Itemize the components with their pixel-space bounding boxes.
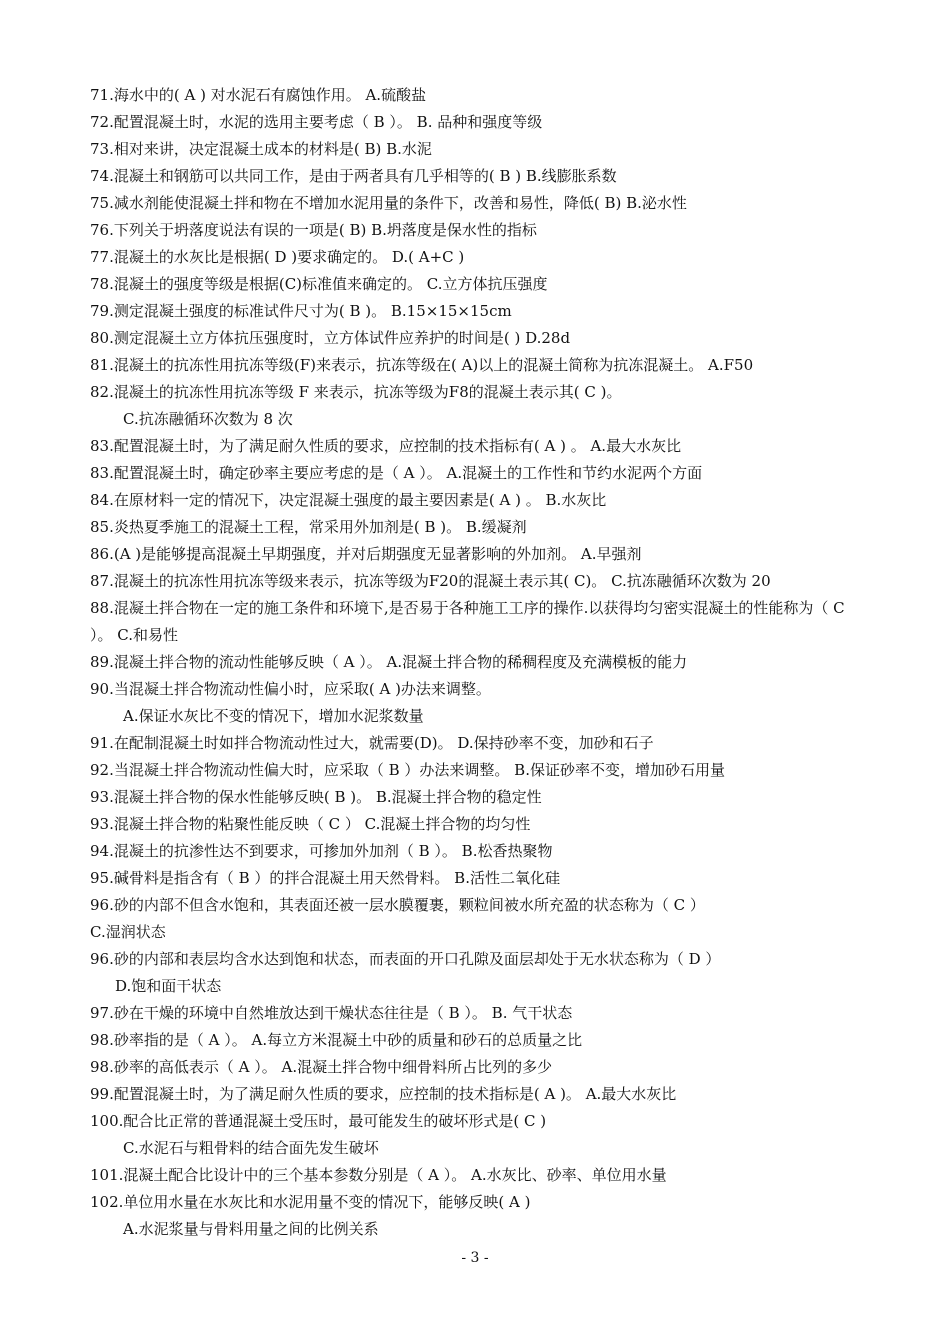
question-line: 71.海水中的( A ) 对水泥石有腐蚀作用。 A.硫酸盐 [90, 86, 427, 104]
question-line: 98.砂率的高低表示（ A ）。 A.混凝土拌合物中细骨料所占比列的多少 [90, 1058, 553, 1076]
question-line: A.水泥浆量与骨料用量之间的比例关系 [123, 1220, 379, 1238]
question-line: 96.砂的内部不但含水饱和，其表面还被一层水膜覆裹，颗粒间被水所充盈的状态称为（ C ） [90, 896, 705, 914]
question-line: A.保证水灰比不变的情况下，增加水泥浆数量 [123, 707, 424, 725]
question-line: 88.混凝土拌合物在一定的施工条件和环境下,是否易于各种施工工序的操作.以获得均匀密实混凝土的性能称为（ C ）。 C.和易性 [90, 599, 845, 644]
question-line: D.饱和面干状态 [115, 977, 222, 995]
question-line: 101.混凝土配合比设计中的三个基本参数分别是（ A ）。 A.水灰比、砂率、单位用水量 [90, 1166, 667, 1184]
question-line: 92.当混凝土拌合物流动性偏大时，应采取（ B ）办法来调整。 B.保证砂率不变，增加砂石用量 [90, 761, 725, 779]
question-line: 98.砂率指的是（ A ）。 A.每立方米混凝土中砂的质量和砂石的总质量之比 [90, 1031, 583, 1049]
question-line: 93.混凝土拌合物的粘聚性能反映（ C ） C.混凝土拌合物的均匀性 [90, 815, 531, 833]
question-line: 84.在原材料一定的情况下，决定混凝土强度的最主要因素是( A ) 。 B.水灰比 [90, 491, 607, 509]
question-line: 78.混凝土的强度等级是根据(C)标准值来确定的。 C.立方体抗压强度 [90, 275, 548, 293]
question-line: 72.配置混凝土时，水泥的选用主要考虑（ B ）。 B. 品种和强度等级 [90, 113, 543, 131]
question-line: C.湿润状态 [90, 923, 166, 941]
question-line: 99.配置混凝土时，为了满足耐久性质的要求，应控制的技术指标是( A )。 A.最大水灰比 [90, 1085, 677, 1103]
question-line: 90.当混凝土拌合物流动性偏小时，应采取( A )办法来调整。 [90, 680, 491, 698]
question-line: 80.测定混凝土立方体抗压强度时，立方体试件应养护的时间是( ) D.28d [90, 329, 571, 347]
question-line: 73.相对来讲，决定混凝土成本的材料是( B) B.水泥 [90, 140, 432, 158]
question-line: 93.混凝土拌合物的保水性能够反映( B )。 B.混凝土拌合物的稳定性 [90, 788, 542, 806]
question-line: 95.碱骨料是指含有（ B ）的拌合混凝土用天然骨料。 B.活性二氧化硅 [90, 869, 560, 887]
question-line: 82.混凝土的抗冻性用抗冻等级 F 来表示，抗冻等级为F8的混凝土表示其( C )。 [90, 383, 622, 401]
question-line: 91.在配制混凝土时如拌合物流动性过大，就需要(D)。 D.保持砂率不变，加砂和石子 [90, 734, 654, 752]
question-line: 83.配置混凝土时，为了满足耐久性质的要求，应控制的技术指标有( A ) 。 A.最大水灰比 [90, 437, 682, 455]
question-line: 77.混凝土的水灰比是根据( D )要求确定的。 D.( A+C ) [90, 248, 465, 266]
question-line: C.抗冻融循环次数为 8 次 [123, 410, 293, 428]
question-line: 86.(A )是能够提高混凝土早期强度，并对后期强度无显著影响的外加剂。 A.早强剂 [90, 545, 642, 563]
question-list [90, 82, 870, 1243]
question-line: 75.减水剂能使混凝土拌和物在不增加水泥用量的条件下，改善和易性，降低( B) B.泌水性 [90, 194, 687, 212]
question-line: 87.混凝土的抗冻性用抗冻等级来表示，抗冻等级为F20的混凝土表示其( C)。 C.抗冻融循环次数为 20 [90, 572, 771, 590]
question-line: 89.混凝土拌合物的流动性能够反映（ A ）。 A.混凝土拌合物的稀稠程度及充满模板的能力 [90, 653, 688, 671]
page-number: - 3 - [461, 1250, 489, 1266]
question-line: 79.测定混凝土强度的标准试件尺寸为( B )。 B.15×15×15cm [90, 302, 512, 320]
question-line: C.水泥石与粗骨料的结合面先发生破坏 [123, 1139, 379, 1157]
question-line: 83.配置混凝土时，确定砂率主要应考虑的是（ A ）。 A.混凝土的工作性和节约水泥两个方面 [90, 464, 703, 482]
question-line: 102.单位用水量在水灰比和水泥用量不变的情况下，能够反映( A ) [90, 1193, 531, 1211]
question-line: 97.砂在干燥的环境中自然堆放达到干燥状态往往是（ B ）。 B. 气干状态 [90, 1004, 573, 1022]
question-line: 85.炎热夏季施工的混凝土工程，常采用外加剂是( B )。 B.缓凝剂 [90, 518, 527, 536]
question-line: 96.砂的内部和表层均含水达到饱和状态，而表面的开口孔隙及面层却处于无水状态称为（ D ） [90, 950, 721, 968]
question-line: 74.混凝土和钢筋可以共同工作，是由于两者具有几乎相等的( B ) B.线膨胀系数 [90, 167, 617, 185]
question-line: 100.配合比正常的普通混凝土受压时，最可能发生的破坏形式是( C ) [90, 1112, 547, 1130]
question-line: 81.混凝土的抗冻性用抗冻等级(F)来表示，抗冻等级在( A)以上的混凝土简称为抗冻混凝土。 A.F50 [90, 356, 754, 374]
question-line: 94.混凝土的抗渗性达不到要求，可掺加外加剂（ B ）。 B.松香热聚物 [90, 842, 553, 860]
question-line: 76.下列关于坍落度说法有误的一项是( B) B.坍落度是保水性的指标 [90, 221, 537, 239]
